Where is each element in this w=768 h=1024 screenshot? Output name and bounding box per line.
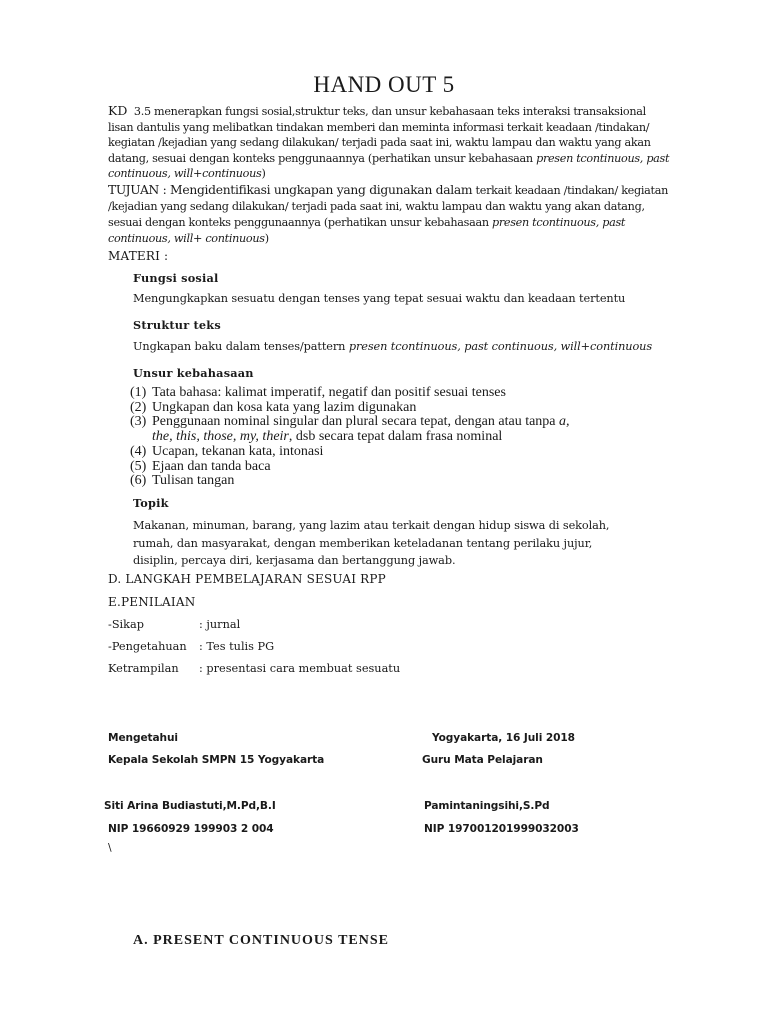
- struktur-teks-heading: Struktur teks: [133, 318, 221, 332]
- list-item: [130, 401, 570, 416]
- kd-line-5-tail: ): [261, 167, 266, 180]
- list-item-number: (4): [130, 443, 147, 459]
- topik-line-2: rumah, dan masyarakat, dengan memberikan keteladanan tentang perilaku jujur,: [133, 536, 593, 550]
- fungsi-sosial-text: Mengungkapkan sesuatu dengan tenses yang tepat sesuai waktu dan keadaan tertentu: [133, 292, 626, 305]
- penilaian-sikap-value: : jurnal: [199, 618, 241, 631]
- stray-backslash: \: [108, 842, 112, 854]
- list-item-cont-italic: the, this, those, my, their: [152, 429, 289, 445]
- list-item-text: Tata bahasa: kalimat imperatif, negatif dan positif sesuai tenses: [152, 385, 506, 400]
- list-item-text: Penggunaan nominal singular dan plural secara tepat, dengan atau tanpa: [152, 414, 560, 430]
- penilaian-ketrampilan-label: Ketrampilan: [108, 662, 179, 675]
- list-item: [130, 474, 570, 489]
- kd-line-5-italic: continuous, will+continuous: [108, 167, 262, 180]
- signature-right-nip: NIP 197001201999032003: [424, 823, 579, 835]
- list-item-number: (3): [130, 414, 147, 430]
- penilaian-pengetahuan-value: : Tes tulis PG: [199, 640, 275, 653]
- topik-heading: Topik: [133, 496, 169, 510]
- list-item: [130, 445, 570, 460]
- list-item: [130, 386, 570, 401]
- signature-left-role: Kepala Sekolah SMPN 15 Yogyakarta: [108, 754, 325, 766]
- tujuan-line-3: sesuai dengan konteks penggunaannya (perhatikan unsur kebahasaan: [108, 216, 492, 229]
- list-item: [130, 415, 570, 430]
- list-item: [130, 460, 570, 475]
- signature-right-role: Guru Mata Pelajaran: [422, 754, 543, 766]
- tujuan-line-2: /kejadian yang sedang dilakukan/ terjadi pada saat ini, waktu lampau dan waktu yang akan datang,: [108, 200, 645, 213]
- list-item-number: (1): [130, 385, 147, 400]
- list-item-italic: a,: [559, 414, 570, 430]
- kd-line-3: kegiatan /kejadian yang sedang dilakukan/ terjadi pada saat ini, waktu lampau dan waktu yang akan: [108, 136, 651, 149]
- penilaian-pengetahuan-label: -Pengetahuan: [108, 640, 187, 653]
- topik-line-3: disiplin, percaya diri, kerjasama dan bertanggung jawab.: [133, 554, 456, 567]
- section-d-heading: D. LANGKAH PEMBELAJARAN SESUAI RPP: [108, 572, 386, 586]
- present-continuous-heading: A. PRESENT CONTINUOUS TENSE: [133, 933, 389, 948]
- list-item-cont-plain: , dsb secara tepat dalam frasa nominal: [288, 429, 503, 445]
- list-item-number: (5): [130, 458, 147, 474]
- kd-line-1: 3.5 menerapkan fungsi sosial,struktur teks, dan unsur kebahasaan teks interaksi transaksional: [133, 105, 646, 118]
- tujuan-line-4-tail: ): [264, 232, 269, 245]
- struktur-teks-plain: Ungkapan baku dalam tenses/pattern: [133, 340, 349, 353]
- signature-left-top: Mengetahui: [108, 732, 178, 744]
- list-item-number: (6): [130, 473, 147, 489]
- signature-left-name: Siti Arina Budiastuti,M.Pd,B.I: [104, 800, 276, 812]
- topik-line-1: Makanan, minuman, barang, yang lazim atau terkait dengan hidup siswa di sekolah,: [133, 519, 610, 532]
- kd-line-4: datang, sesuai dengan konteks penggunaannya (perhatikan unsur kebahasaan: [108, 151, 537, 165]
- struktur-teks-italic: presen tcontinuous, past continuous, will+continuous: [348, 340, 653, 353]
- topik-text: [133, 517, 609, 570]
- unsur-kebahasaan-heading: Unsur kebahasaan: [133, 366, 254, 380]
- materi-label: MATERI :: [108, 249, 169, 263]
- tujuan-label: TUJUAN : Mengidentifikasi ungkapan yang digunakan dalam: [108, 183, 473, 197]
- penilaian-sikap-label: -Sikap: [108, 618, 144, 631]
- unsur-kebahasaan-list: [130, 386, 570, 489]
- tujuan-paragraph: [108, 182, 668, 247]
- signature-right-top: Yogyakarta, 16 Juli 2018: [432, 732, 575, 744]
- tujuan-line-4-italic: continuous, will+ continuous: [108, 232, 265, 245]
- signature-left-nip: NIP 19660929 199903 2 004: [108, 823, 274, 835]
- struktur-teks-text: [133, 340, 652, 353]
- kd-paragraph: [108, 103, 669, 182]
- list-item-text: Ucapan, tekanan kata, intonasi: [152, 443, 324, 459]
- penilaian-ketrampilan-value: : presentasi cara membuat sesuatu: [199, 662, 401, 675]
- document-title: HAND OUT 5: [313, 72, 455, 97]
- kd-line-2: lisan dantulis yang melibatkan tindakan memberi dan meminta informasi terkait keadaan /tindakan/: [108, 120, 650, 134]
- fungsi-sosial-heading: Fungsi sosial: [133, 271, 219, 285]
- tujuan-line-1: terkait keadaan /tindakan/ kegiatan: [472, 184, 668, 197]
- list-item-text: Ejaan dan tanda baca: [152, 458, 271, 474]
- list-item-number: (2): [130, 399, 147, 415]
- section-e-heading: E.PENILAIAN: [108, 595, 196, 609]
- signature-right-name: Pamintaningsihi,S.Pd: [424, 800, 550, 812]
- list-item-continuation: [130, 430, 570, 445]
- list-item-text: Ungkapan dan kosa kata yang lazim digunakan: [152, 399, 417, 415]
- kd-line-4-italic: presen tcontinuous, past: [536, 151, 670, 165]
- kd-label: KD: [108, 103, 128, 118]
- tujuan-line-3-italic: presen tcontinuous, past: [492, 216, 626, 229]
- list-item-text: Tulisan tangan: [152, 473, 235, 489]
